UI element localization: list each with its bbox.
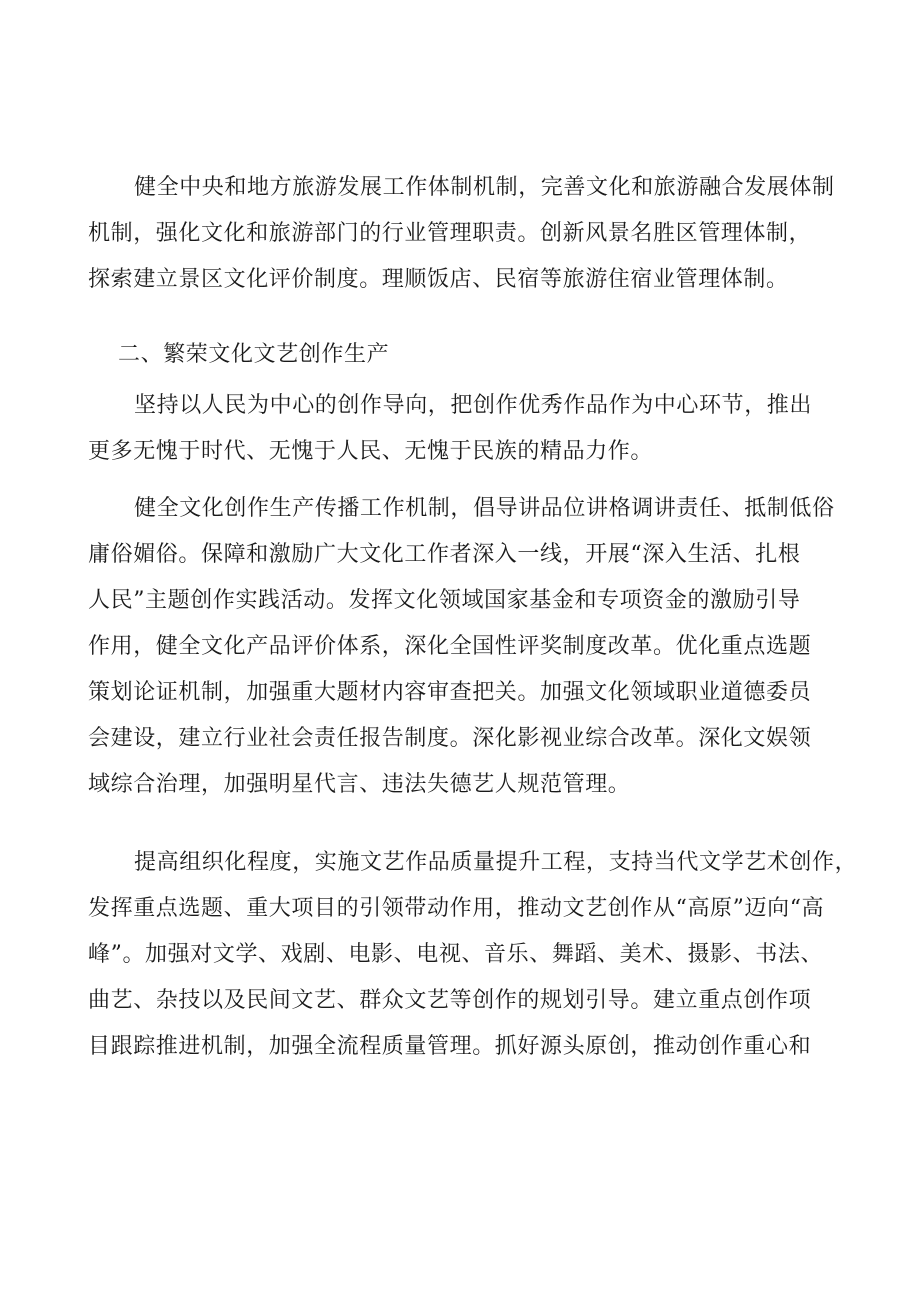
section-heading-block [88,332,848,378]
paragraph-line: 探索建立景区文化评价制度。理顺饭店、民宿等旅游住宿业管理体制。 [88,267,789,292]
paragraph-line: 会建设，建立行业社会责任报告制度。深化影视业综合改革。深化文娱领 [88,726,812,751]
paragraph-line: 更多无愧于时代、无愧于人民、无愧于民族的精品力作。 [88,439,654,464]
paragraph-line: 策划论证机制，加强重大题材内容审查把关。加强文化领域职业道德委员 [88,680,812,705]
paragraph-3 [88,486,848,808]
section-heading: 二、繁荣文化文艺创作生产 [118,342,390,367]
paragraph-line: 峰”。加强对文学、戏剧、电影、电视、音乐、舞蹈、美术、摄影、书法、 [88,942,824,967]
paragraph-line: 发挥重点选题、重大项目的引领带动作用，推动文艺创作从“高原”迈向“高 [88,896,825,921]
paragraph-line: 人民”主题创作实践活动。发挥文化领域国家基金和专项资金的激励引导 [88,588,801,613]
paragraph-line: 健全中央和地方旅游发展工作体制机制，完善文化和旅游融合发展体制 [134,175,835,200]
paragraph-2 [88,383,848,475]
paragraph-line: 曲艺、杂技以及民间文艺、群众文艺等创作的规划引导。建立重点创作项 [88,988,812,1013]
paragraph-line: 作用，健全文化产品评价体系，深化全国性评奖制度改革。优化重点选题 [88,634,812,659]
paragraph-line: 机制，强化文化和旅游部门的行业管理职责。创新风景名胜区管理体制， [88,221,812,246]
paragraph-line: 域综合治理，加强明星代言、违法失德艺人规范管理。 [88,772,631,797]
paragraph-line: 坚持以人民为中心的创作导向，把创作优秀作品作为中心环节，推出 [134,393,813,418]
paragraph-line: 提高组织化程度，实施文艺作品质量提升工程，支持当代文学艺术创作， [134,850,858,875]
paragraph-line: 健全文化创作生产传播工作机制，倡导讲品位讲格调讲责任、抵制低俗 [134,496,835,521]
paragraph-line: 庸俗媚俗。保障和激励广大文化工作者深入一线，开展“深入生活、扎根 [88,542,801,567]
paragraph-line: 目跟踪推进机制，加强全流程质量管理。抓好源头原创，推动创作重心和 [88,1034,812,1059]
paragraph-4 [88,840,858,1070]
paragraph-1 [88,165,848,303]
